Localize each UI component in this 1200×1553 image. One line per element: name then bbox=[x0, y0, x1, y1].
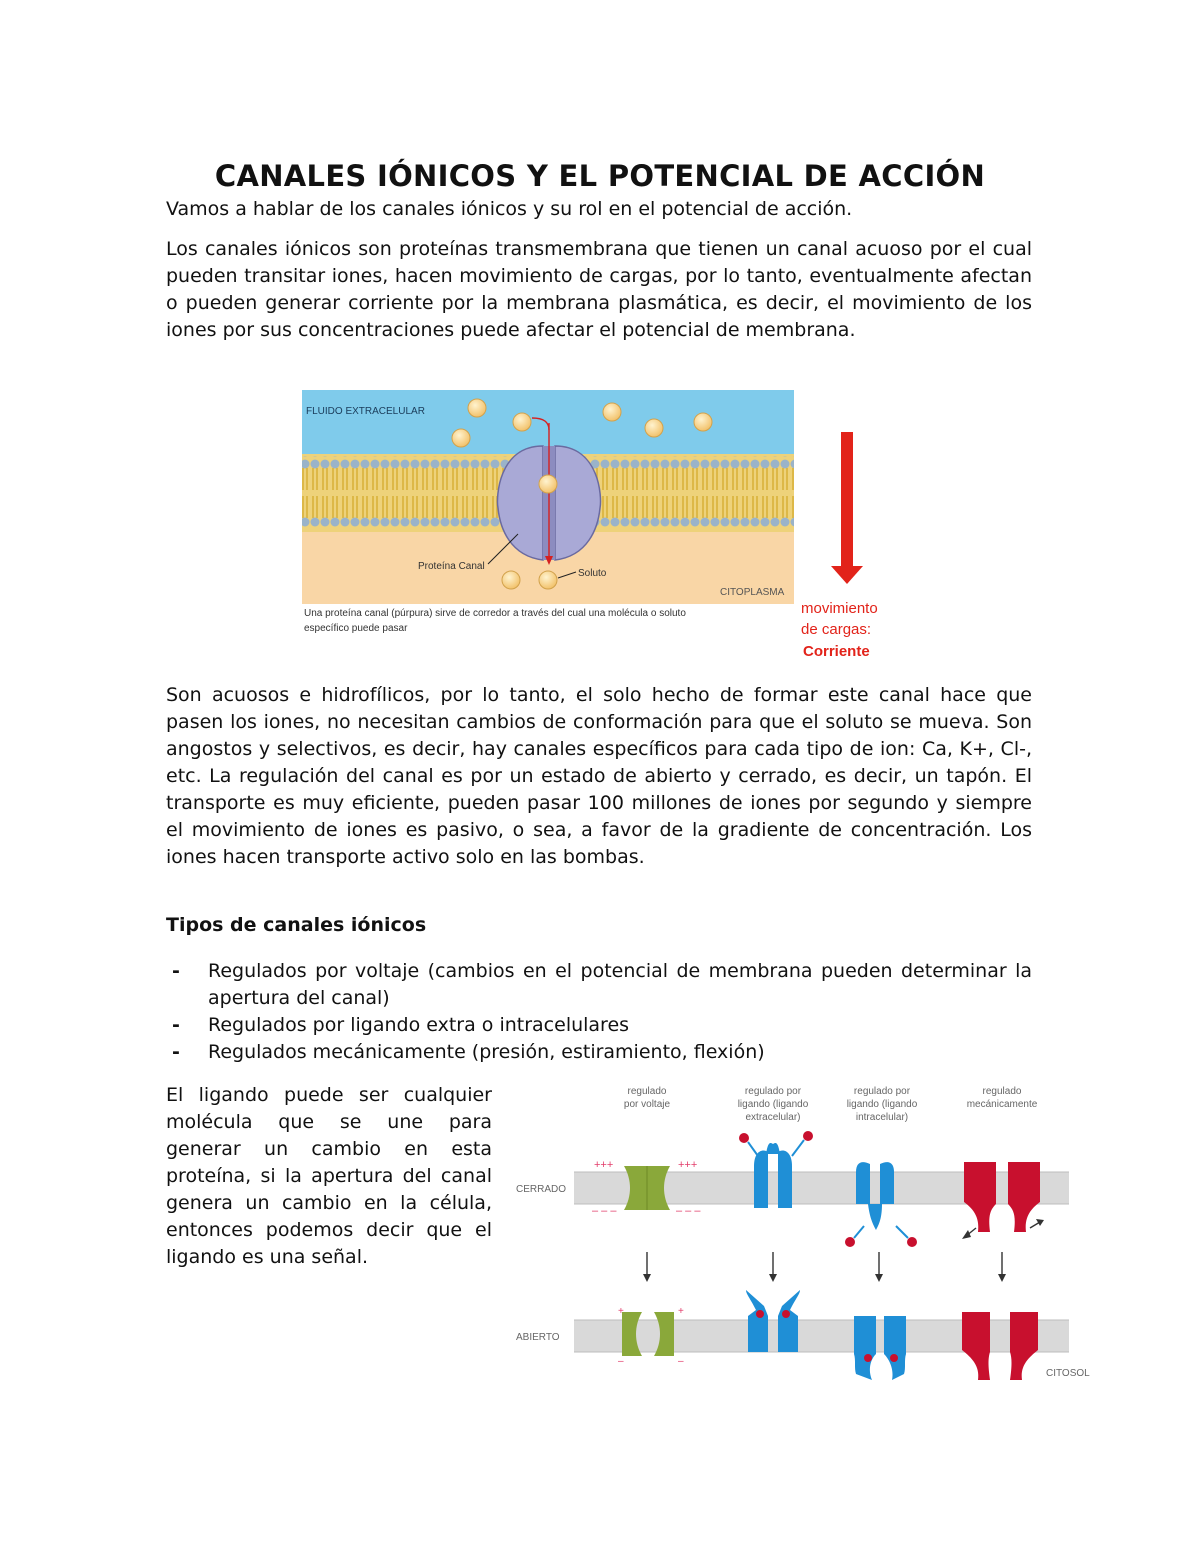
closed-label: CERRADO bbox=[516, 1184, 567, 1195]
intra-ligand-channel-open bbox=[854, 1316, 876, 1380]
ion bbox=[468, 399, 486, 417]
charge-plus: +++ bbox=[594, 1159, 614, 1171]
extracellular-label: FLUIDO EXTRACELULAR bbox=[306, 406, 425, 417]
ligand bbox=[907, 1237, 917, 1247]
arrow-label-line3: Corriente bbox=[803, 643, 870, 660]
ligand-paragraph: El ligando puede ser cualquier molécula que se une para generar un cambio en esta proteína, si la apertura del canal genera un cambio en la célula, entonces podemos decir que el ligando es una señal. bbox=[166, 1084, 492, 1268]
paragraph-definition: Los canales iónicos son proteínas transmembrana que tienen un canal acuoso por el cual pueden transitar iones, hacen movimiento de cargas, por lo tanto, eventualmente afectan o pueden generar corriente por la membrana plasmática, es decir, el movimiento de los iones por sus concentraciones puede afectar el potencial de membrana. bbox=[166, 238, 1032, 341]
arrow-label-line2: de cargas: bbox=[801, 621, 872, 638]
page-title: CANALES IÓNICOS Y EL POTENCIAL DE ACCIÓN bbox=[214, 159, 986, 194]
svg-text:ligando (ligando: ligando (ligando bbox=[737, 1099, 809, 1110]
ion bbox=[502, 571, 520, 589]
col2-header: regulado por bbox=[744, 1086, 802, 1097]
svg-text:extracelular): extracelular) bbox=[745, 1112, 801, 1123]
col3-header: regulado por bbox=[853, 1086, 911, 1097]
open-label: ABIERTO bbox=[516, 1332, 560, 1343]
mechanical-channel-open bbox=[962, 1312, 990, 1380]
channel-protein-figure bbox=[300, 388, 910, 663]
svg-text:ligando (ligando: ligando (ligando bbox=[846, 1099, 918, 1110]
bullet-dash: - bbox=[172, 960, 180, 982]
ligand bbox=[845, 1237, 855, 1247]
svg-text:+: + bbox=[618, 1306, 624, 1317]
current-arrow bbox=[841, 432, 853, 576]
section-heading: Tipos de canales iónicos bbox=[166, 914, 427, 936]
cytoplasm-label: CITOPLASMA bbox=[720, 587, 785, 598]
svg-text:+++: +++ bbox=[678, 1159, 698, 1171]
cytosol-label: CITOSOL bbox=[1046, 1368, 1090, 1379]
mechanical-channel-closed bbox=[964, 1162, 996, 1232]
svg-text:–: – bbox=[678, 1356, 684, 1367]
col4-header: regulado bbox=[982, 1086, 1022, 1097]
ligand bbox=[739, 1133, 749, 1143]
ligand bbox=[803, 1131, 813, 1141]
protein-label: Proteína Canal bbox=[418, 561, 485, 572]
ion bbox=[694, 413, 712, 431]
svg-text:intracelular): intracelular) bbox=[855, 1112, 909, 1123]
ion bbox=[539, 571, 557, 589]
extra-ligand-channel-open bbox=[746, 1290, 768, 1352]
figure-caption-line2: específico puede pasar bbox=[304, 623, 408, 634]
intra-ligand-channel-closed bbox=[856, 1162, 870, 1204]
svg-text:– – –: – – – bbox=[676, 1205, 701, 1217]
ion bbox=[513, 413, 531, 431]
ion bbox=[539, 475, 557, 493]
ion bbox=[645, 419, 663, 437]
arrow-label-line1: movimiento bbox=[801, 600, 878, 617]
svg-text:por voltaje: por voltaje bbox=[623, 1099, 671, 1110]
channel-types-figure bbox=[510, 1080, 1095, 1400]
list-item: - Regulados por ligando extra o intracelulares bbox=[166, 1012, 1032, 1039]
figure-caption-line1: Una proteína canal (púrpura) sirve de corredor a través del cual una molécula o soluto bbox=[304, 608, 686, 619]
bullet-dash: - bbox=[172, 1041, 180, 1063]
svg-text:–: – bbox=[618, 1356, 624, 1367]
charge-minus: – – – bbox=[592, 1205, 617, 1217]
intro-paragraph: Vamos a hablar de los canales iónicos y su rol en el potencial de acción. bbox=[166, 198, 853, 220]
ion bbox=[452, 429, 470, 447]
svg-text:mecánicamente: mecánicamente bbox=[966, 1099, 1038, 1110]
extra-ligand-channel-closed bbox=[754, 1151, 768, 1208]
solute-label: Soluto bbox=[578, 568, 607, 579]
col1-header: regulado bbox=[627, 1086, 667, 1097]
list-item: - Regulados por voltaje (cambios en el potencial de membrana pueden determinar la apertura del canal) bbox=[172, 960, 1032, 1009]
bullet-dash: - bbox=[172, 1014, 180, 1036]
ion bbox=[603, 403, 621, 421]
open-membrane bbox=[574, 1320, 1069, 1352]
paragraph-properties: Son acuosos e hidrofílicos, por lo tanto, el solo hecho de formar este canal hace que pasen los iones, no necesitan cambios de conformación para que el soluto se mueva. Son angostos y selectivos, es decir, hay canales específicos para cada tipo de ion: Ca, K+, Cl-, etc. La regulación del canal es por un estado de abierto y cerrado, es decir, un tapón. El transporte es muy eficiente, pueden pasar 100 millones de iones por segundo y siempre el movimiento de iones es pasivo, o sea, a favor de la gradiente de concentración. Los iones hacen transporte activo solo en las bombas. bbox=[166, 684, 1032, 868]
channel-types-list bbox=[166, 958, 1032, 1066]
list-item: - Regulados mecánicamente (presión, estiramiento, flexión) bbox=[166, 1039, 1032, 1066]
svg-text:+: + bbox=[678, 1306, 684, 1317]
